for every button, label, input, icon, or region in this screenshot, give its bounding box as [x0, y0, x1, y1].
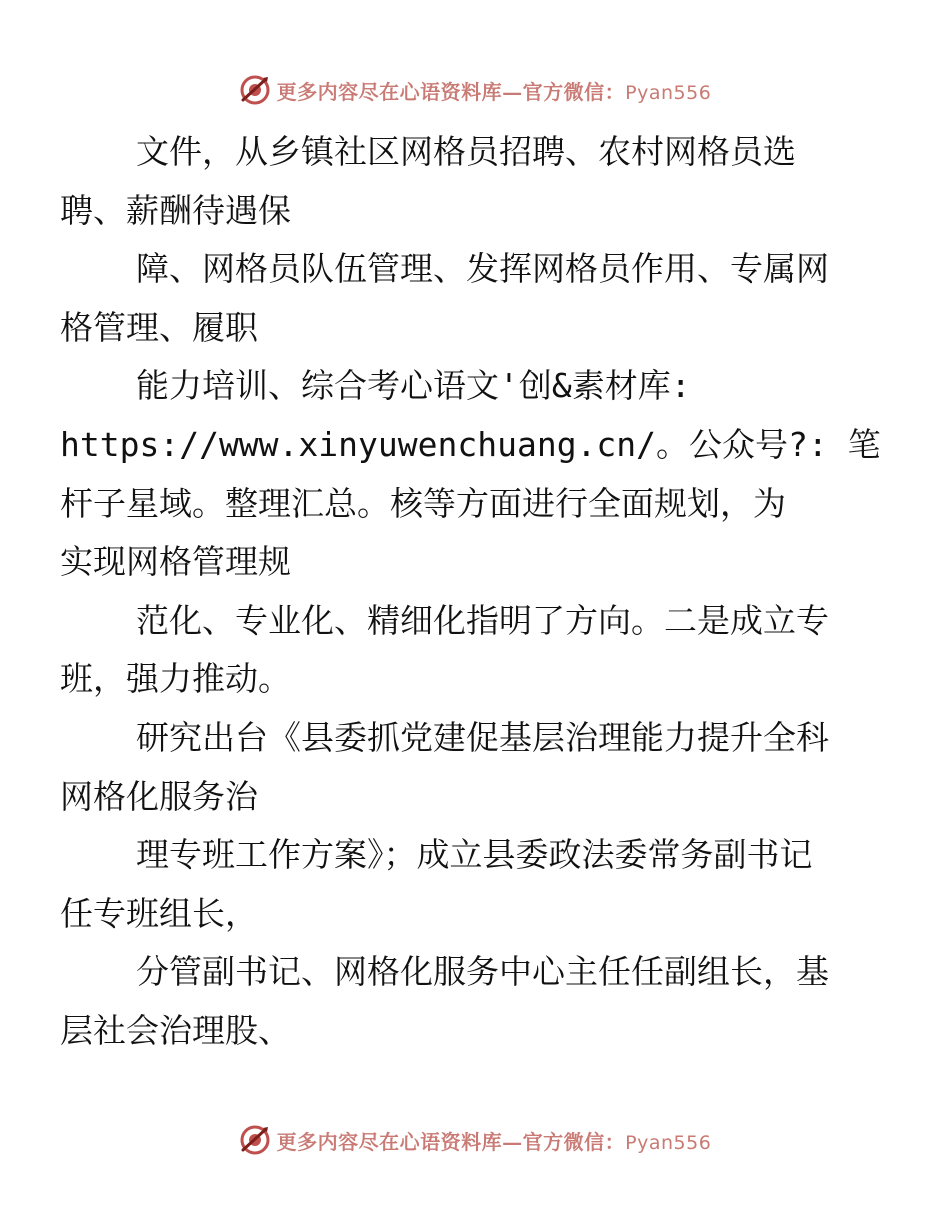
header-watermark: [0, 70, 950, 110]
paragraph: 范化、专业化、精细化指明了方向。二是成立专 班，强力推动。: [60, 600, 829, 699]
paragraph: 理专班工作方案》；成立县委政法委常务副书记 任专班组长，: [60, 835, 813, 933]
paragraph: 能力培训、综合考心语文'创&素材库: https://www.xinyuwenchuang.cn/。公众号?: 笔 杆子星域。整理汇总。核等方面进行全面规划，为 实现网格管理规: [60, 366, 881, 582]
brand-logo-icon: [239, 74, 271, 106]
watermark-text: 更多内容尽在心语资料库—官方微信：Pyan556: [276, 79, 712, 104]
brand-logo-icon: [239, 1124, 271, 1156]
paragraph: 研究出台《县委抓党建促基层治理能力提升全科 网格化服务治: [60, 717, 829, 816]
paragraph: 障、网格员队伍管理、发挥网格员作用、专属网 格管理、履职: [60, 249, 829, 347]
paragraph: 分管副书记、网格化服务中心主任任副组长，基 层社会治理股、: [60, 952, 829, 1050]
footer-watermark: [0, 1120, 950, 1160]
document-body: [60, 123, 881, 1061]
watermark-text: 更多内容尽在心语资料库—官方微信：Pyan556: [276, 1129, 712, 1154]
paragraph: 文件，从乡镇社区网格员招聘、农村网格员选 聘、薪酬待遇保: [60, 132, 796, 230]
